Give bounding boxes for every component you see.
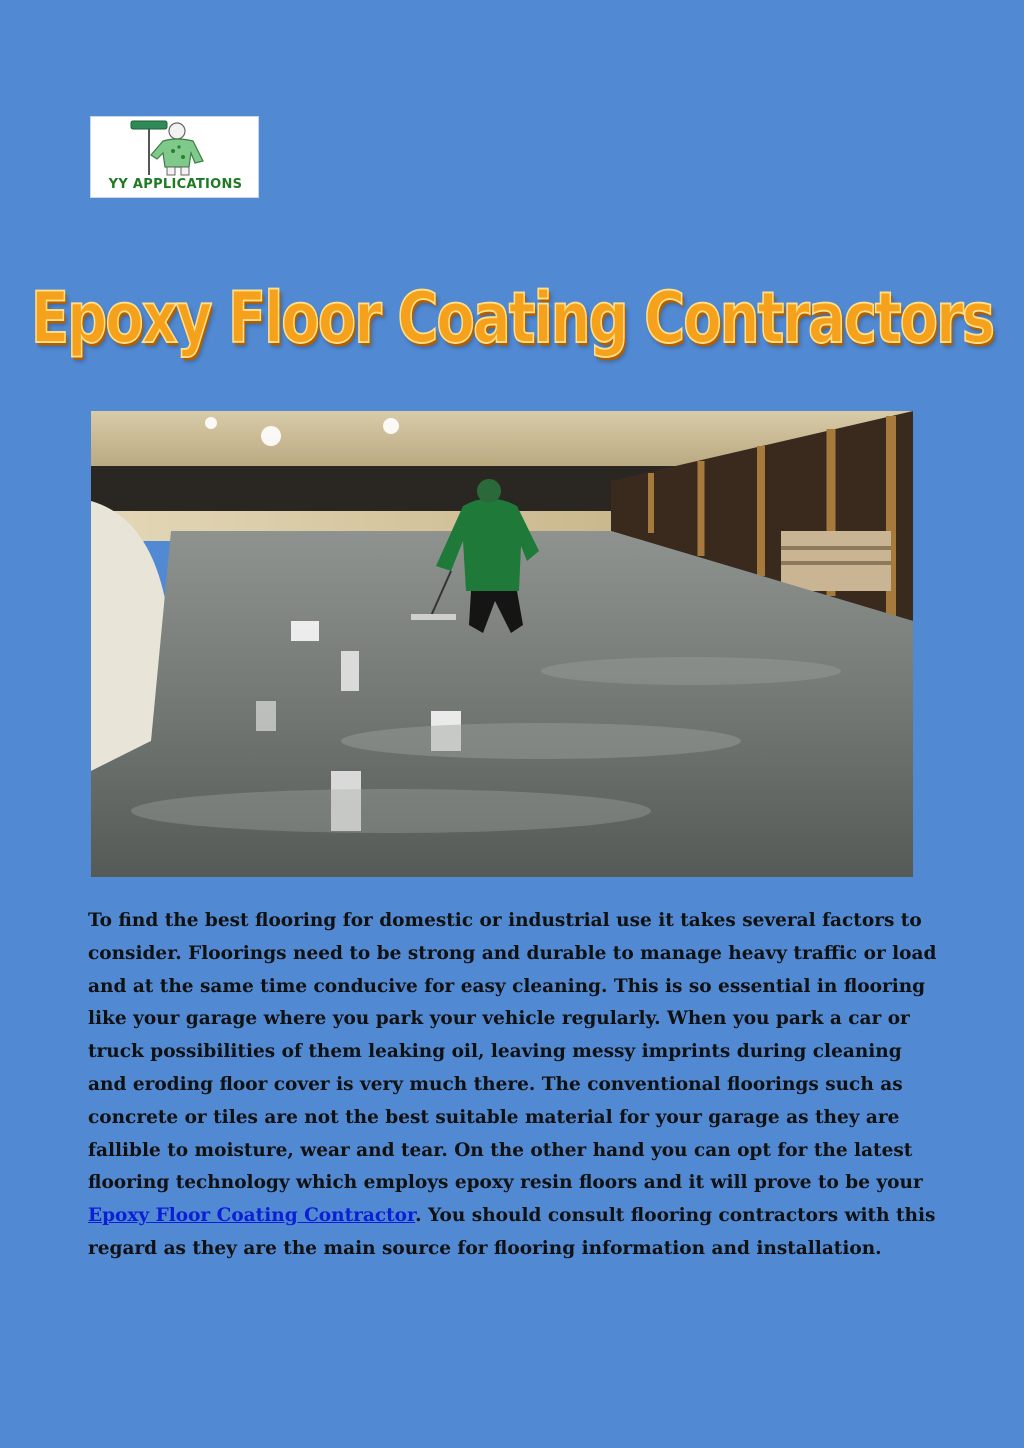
painter-mascot-icon [91,117,260,177]
paragraph-text-start: To find the best flooring for domestic or industrial use it takes several factors to consider. Floorings need to be strong and durable to manage heavy traffic or load and at the same time conducive for easy cleaning. This is so essential in flooring like your garage where you park your vehicle regularly. When you park a car or truck possibilities of them leaking oil, leaving messy imprints during cleaning and eroding floor cover is very much there. The conventional floorings such as concrete or tiles are not the best suitable material for your garage as they are fallible to moisture, wear and tear. On the other hand you can opt for the latest flooring technology which employs epoxy resin floors and it will prove to be your [88,910,937,1194]
logo-text: YY APPLICATIONS [108,177,243,192]
epoxy-floor-photo [91,411,913,877]
company-logo [90,116,259,198]
body-paragraph [88,905,938,1266]
page-title: Epoxy Floor Coating Contractors [30,278,994,360]
epoxy-floor-coating-contractor-link[interactable]: Epoxy Floor Coating Contractor [88,1205,416,1227]
paragraph-text-end: . You should consult flooring contractors with this regard as they are the main source for flooring information and installation. [88,1205,936,1259]
